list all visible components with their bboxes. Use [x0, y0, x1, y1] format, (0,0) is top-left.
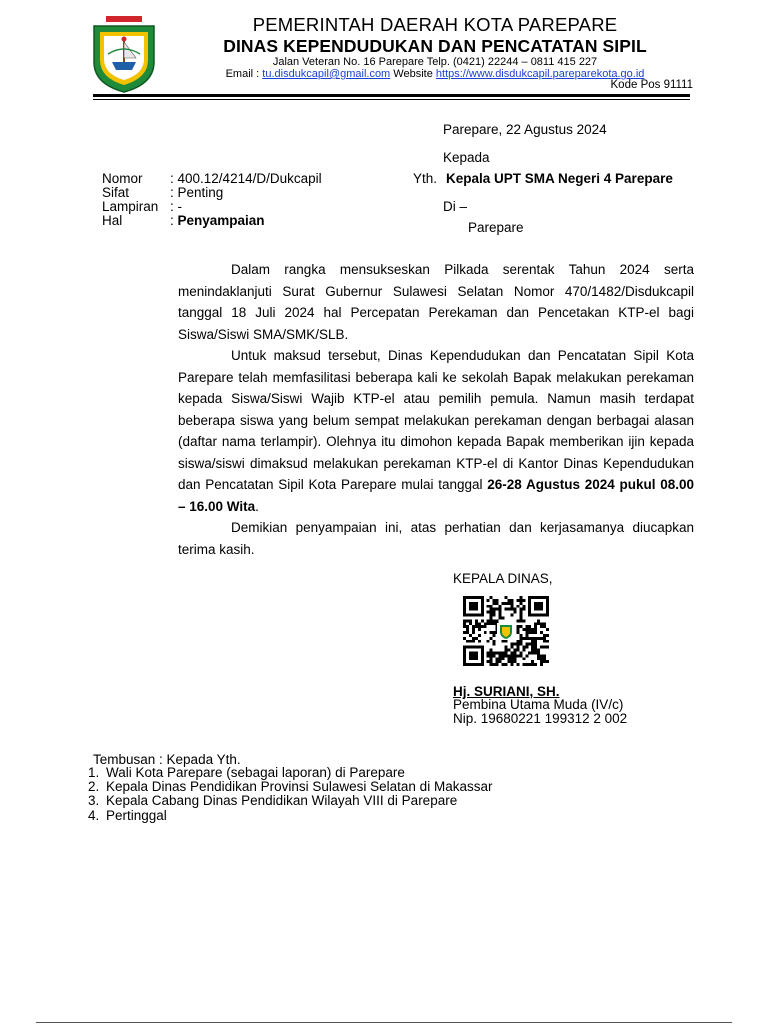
email-link[interactable]: tu.disdukcapil@gmail.com	[262, 68, 391, 80]
tembusan-text: Kepala Dinas Pendidikan Provinsi Sulawesi Selatan di Makassar	[106, 779, 493, 795]
signatory-rank: Pembina Utama Muda (IV/c)	[453, 697, 624, 712]
letterhead-address: Jalan Veteran No. 16 Parepare Telp. (0421) 22244 – 0811 415 227	[272, 56, 598, 68]
recipient-di: Di –	[443, 199, 468, 214]
meta-label-nomor: Nomor	[102, 171, 143, 186]
meta-value-lampiran: : -	[170, 199, 183, 214]
signatory-nip: Nip. 19680221 199312 2 002	[453, 711, 628, 726]
signature-title: KEPALA DINAS,	[453, 571, 553, 586]
website-link[interactable]: https://www.disdukcapil.pareparekota.go.id	[435, 68, 645, 80]
meta-sifat-text: Penting	[177, 185, 224, 200]
meta-label-hal: Hal	[102, 213, 123, 228]
body-paragraph-2	[178, 345, 694, 517]
body-paragraph-1: Dalam rangka mensukseskan Pilkada serentak Tahun 2024 serta menindaklanjuti Surat Gubernur Sulawesi Selatan Nomor 470/1482/Disdukcapil tanggal 18 Juli 2024 hal Percepatan Perekaman dan Pencetakan KTP-el bagi Siswa/Siswi SMA/SMK/SLB.	[178, 262, 694, 342]
letterhead-divider-thin	[93, 99, 690, 100]
tembusan-text: Kepala Cabang Dinas Pendidikan Wilayah VIII di Parepare	[106, 793, 458, 809]
letterhead-agency: DINAS KEPENDUDUKAN DAN PENCATATAN SIPIL	[223, 36, 647, 56]
meta-lampiran-text: -	[177, 199, 183, 214]
tembusan-number: 1.	[88, 765, 100, 780]
tembusan-list	[88, 766, 492, 823]
meta-value-hal: : Penyampaian	[170, 213, 265, 228]
place-date: Parepare, 22 Agustus 2024	[443, 122, 607, 137]
letterhead-government: PEMERINTAH DAERAH KOTA PAREPARE	[252, 14, 618, 35]
letterhead-postal-code: Kode Pos 91111	[610, 79, 693, 91]
signatory-name: Hj. SURIANI, SH.	[453, 684, 560, 699]
recipient-kepada: Kepada	[443, 150, 490, 165]
tembusan-item	[88, 794, 492, 808]
qr-code-signature	[463, 596, 549, 666]
tembusan-number: 4.	[88, 807, 100, 823]
meta-value-nomor: : 400.12/4214/D/Dukcapil	[170, 171, 322, 186]
recipient-yth: Yth.	[413, 171, 438, 186]
tembusan-item	[88, 780, 492, 794]
body-paragraph-3: Demikian penyampaian ini, atas perhatian dan kerjasamanya diucapkan terima kasih.	[178, 520, 694, 557]
schedule-text: 26-28 Agustus 2024 pukul 08.00 – 16.00 Wita	[178, 477, 695, 514]
recipient-city: Parepare	[468, 220, 524, 235]
meta-label-lampiran: Lampiran	[102, 199, 159, 214]
letterhead-divider-thick	[93, 94, 690, 97]
tembusan-item	[88, 809, 492, 823]
meta-nomor-text: 400.12/4214/D/Dukcapil	[177, 171, 322, 186]
website-label: Website	[390, 68, 436, 80]
tembusan-number: 2.	[88, 779, 100, 795]
tembusan-text: Pertinggal	[106, 807, 167, 823]
tembusan-item	[88, 766, 492, 780]
meta-value-sifat: : Penting	[170, 185, 224, 200]
recipient-name: Kepala UPT SMA Negeri 4 Parepare	[446, 171, 673, 186]
body-paragraph-2-end: .	[255, 498, 259, 514]
tembusan-text: Wali Kota Parepare (sebagai laporan) di Parepare	[106, 765, 405, 780]
meta-hal-text: Penyampaian	[177, 213, 265, 228]
tembusan-number: 3.	[88, 793, 100, 809]
tembusan-heading: Tembusan : Kepada Yth.	[93, 752, 241, 767]
meta-label-sifat: Sifat	[102, 185, 130, 200]
email-label: Email :	[225, 68, 263, 80]
city-emblem-logo	[90, 14, 158, 94]
page-bottom-line	[36, 1022, 732, 1023]
letter-body	[178, 259, 694, 560]
body-paragraph-2-text: Untuk maksud tersebut, Dinas Kependudukan dan Pencatatan Sipil Kota Parepare telah memfasilitasi beberapa kali ke sekolah Bapak melakukan perekaman kepada Siswa/Siswi Wajib KTP-el atau pemilih pemula. Namun masih terdapat beberapa siswa yang belum sempat melakukan perekaman dengan berbagai alasan (daftar nama terlampir). Olehnya itu dimohon kepada Bapak memberikan ijin kepada siswa/siswi dimaksud melakukan perekaman KTP-el di Kantor Dinas Kependudukan dan Pencatatan Sipil Kota Parepare mulai tanggal	[178, 348, 694, 492]
